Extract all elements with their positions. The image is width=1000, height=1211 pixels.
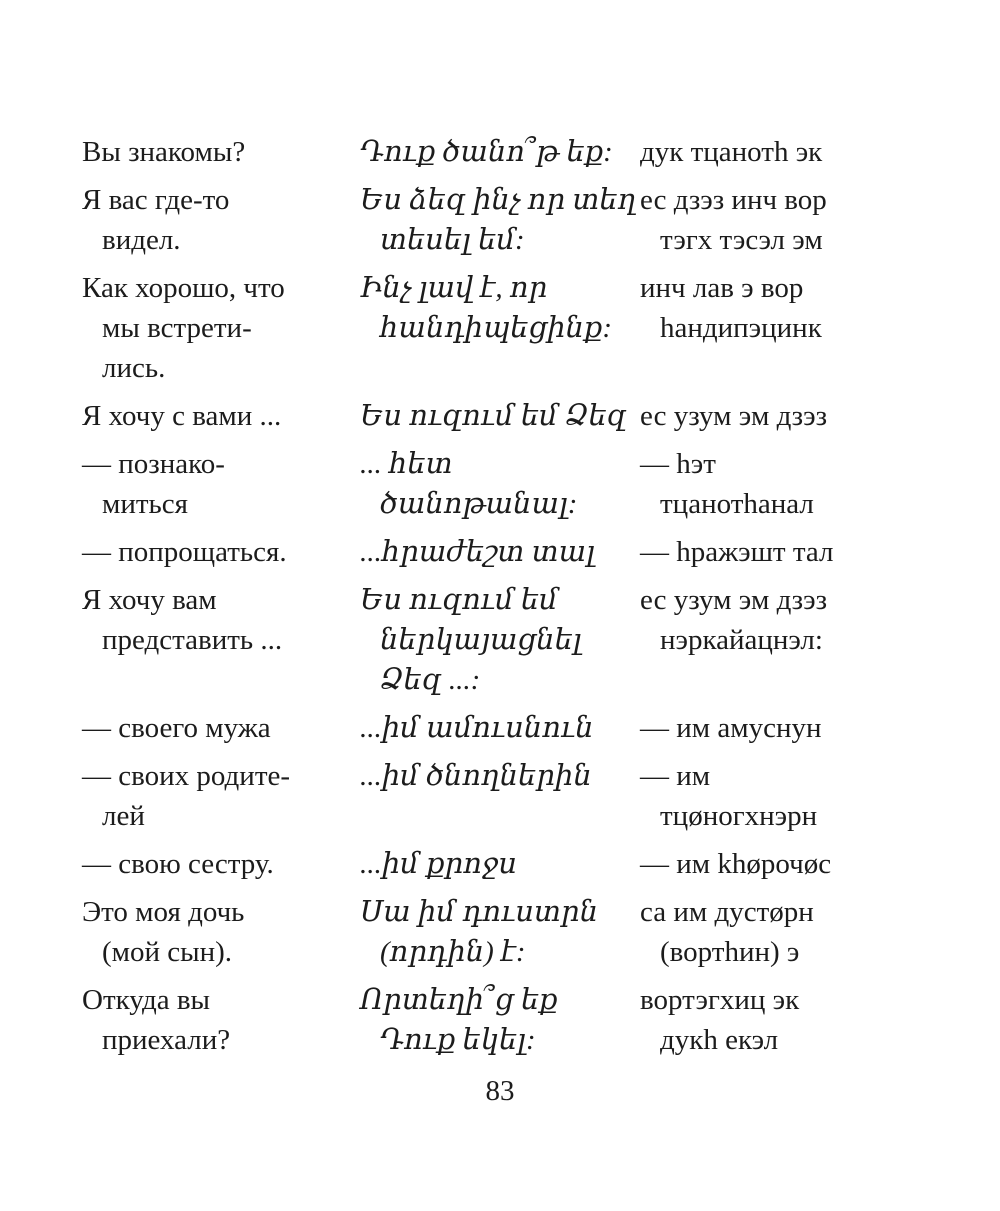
armenian-phrase-line: Սա իմ դուստրն bbox=[360, 896, 599, 928]
russian-phrase-line: Я хочу вам bbox=[82, 584, 217, 616]
transliteration bbox=[640, 756, 882, 836]
transliteration-line: тцанотһанал bbox=[660, 488, 814, 520]
transliteration-line: ес узум эм дзэз bbox=[640, 584, 828, 616]
russian-phrase-line: представить ... bbox=[102, 624, 283, 656]
phrase-entry bbox=[82, 980, 882, 1060]
armenian-phrase-line: ծանոթանալ: bbox=[380, 488, 578, 520]
transliteration-line: инч лав э вор bbox=[640, 272, 804, 304]
armenian-phrase bbox=[360, 268, 640, 388]
armenian-phrase bbox=[360, 756, 640, 836]
russian-phrase-line: — своего мужа bbox=[82, 712, 271, 744]
russian-phrase bbox=[82, 396, 360, 436]
russian-phrase-line: приехали? bbox=[102, 1024, 231, 1056]
armenian-phrase-line: ներկայացնել bbox=[380, 624, 582, 656]
armenian-phrase-line: Ես ուզում եմ Ձեզ bbox=[360, 400, 627, 432]
phrase-entry bbox=[82, 708, 882, 748]
russian-phrase-line: видел. bbox=[102, 224, 181, 256]
transliteration-line: — һражэшт тал bbox=[640, 536, 834, 568]
armenian-phrase-line: (որդին) է: bbox=[380, 936, 526, 968]
russian-phrase-line: Я хочу с вами ... bbox=[82, 400, 282, 432]
armenian-phrase-line: տեսել եմ: bbox=[380, 224, 525, 256]
armenian-phrase-line: ... հետ bbox=[360, 448, 453, 480]
transliteration bbox=[640, 980, 882, 1060]
armenian-phrase-line: Ձեզ ...: bbox=[380, 664, 481, 696]
armenian-phrase bbox=[360, 132, 640, 172]
transliteration bbox=[640, 132, 882, 172]
russian-phrase-line: лись. bbox=[102, 352, 166, 384]
armenian-phrase-line: հանդիպեցինք: bbox=[380, 312, 613, 344]
armenian-phrase bbox=[360, 180, 640, 260]
armenian-phrase-line: Ես ձեզ ինչ որ տեղ bbox=[360, 184, 637, 216]
transliteration-line: са им дустøрн bbox=[640, 896, 814, 928]
armenian-phrase-line: Որտեղի՞ց եք bbox=[360, 984, 558, 1016]
phrase-entry bbox=[82, 532, 882, 572]
russian-phrase-line: миться bbox=[102, 488, 188, 520]
phrase-entry bbox=[82, 580, 882, 700]
armenian-phrase-line: Դուք ծանո՞թ եք: bbox=[360, 136, 613, 168]
phrase-entry bbox=[82, 844, 882, 884]
transliteration-line: вортэгхиц эк bbox=[640, 984, 800, 1016]
armenian-phrase-line: ...իմ քրոջս bbox=[360, 848, 517, 880]
transliteration-line: дукһ екэл bbox=[660, 1024, 779, 1056]
phrase-entry bbox=[82, 444, 882, 524]
armenian-phrase bbox=[360, 844, 640, 884]
armenian-phrase bbox=[360, 580, 640, 700]
russian-phrase bbox=[82, 844, 360, 884]
russian-phrase-line: Откуда вы bbox=[82, 984, 211, 1016]
phrase-entry bbox=[82, 180, 882, 260]
russian-phrase bbox=[82, 532, 360, 572]
russian-phrase-line: Вы знакомы? bbox=[82, 136, 246, 168]
russian-phrase bbox=[82, 268, 360, 388]
armenian-phrase-line: ...իմ ամուսնուն bbox=[360, 712, 594, 744]
russian-phrase bbox=[82, 980, 360, 1060]
armenian-phrase bbox=[360, 980, 640, 1060]
russian-phrase-line: (мой сын). bbox=[102, 936, 233, 968]
transliteration-line: — им kһøрочøс bbox=[640, 848, 832, 880]
russian-phrase-line: — познако- bbox=[82, 448, 225, 480]
transliteration bbox=[640, 180, 882, 260]
armenian-phrase bbox=[360, 396, 640, 436]
armenian-phrase-line: Դուք եկել: bbox=[380, 1024, 536, 1056]
transliteration bbox=[640, 444, 882, 524]
transliteration-line: — им bbox=[640, 760, 711, 792]
russian-phrase bbox=[82, 892, 360, 972]
transliteration bbox=[640, 892, 882, 972]
phrase-entry bbox=[82, 132, 882, 172]
armenian-phrase bbox=[360, 444, 640, 524]
transliteration bbox=[640, 268, 882, 388]
armenian-phrase-line: ...իմ ծնողներին bbox=[360, 760, 592, 792]
russian-phrase-line: — своих родите- bbox=[82, 760, 291, 792]
phrasebook-table bbox=[82, 132, 882, 1068]
transliteration-line: — һэт bbox=[640, 448, 716, 480]
transliteration bbox=[640, 844, 882, 884]
transliteration-line: нэркайацнэл: bbox=[660, 624, 823, 656]
russian-phrase bbox=[82, 132, 360, 172]
armenian-phrase-line: Ես ուզում եմ bbox=[360, 584, 558, 616]
russian-phrase bbox=[82, 180, 360, 260]
russian-phrase-line: Я вас где-то bbox=[82, 184, 230, 216]
russian-phrase-line: Это моя дочь bbox=[82, 896, 245, 928]
armenian-phrase bbox=[360, 532, 640, 572]
transliteration-line: (вортһин) э bbox=[660, 936, 800, 968]
russian-phrase bbox=[82, 708, 360, 748]
armenian-phrase bbox=[360, 708, 640, 748]
transliteration-line: һандипэцинк bbox=[660, 312, 822, 344]
russian-phrase-line: — попрощаться. bbox=[82, 536, 287, 568]
transliteration bbox=[640, 708, 882, 748]
transliteration-line: — им амуснун bbox=[640, 712, 822, 744]
phrase-entry bbox=[82, 892, 882, 972]
armenian-phrase-line: Ինչ լավ է, որ bbox=[360, 272, 548, 304]
transliteration-line: дук тцанотһ эк bbox=[640, 136, 823, 168]
page-number: 83 bbox=[485, 1075, 515, 1107]
russian-phrase bbox=[82, 756, 360, 836]
transliteration-line: тэгх тэсэл эм bbox=[660, 224, 823, 256]
transliteration bbox=[640, 580, 882, 700]
russian-phrase bbox=[82, 444, 360, 524]
russian-phrase-line: Как хорошо, что bbox=[82, 272, 285, 304]
armenian-phrase-line: ...հրաժեշտ տալ bbox=[360, 536, 595, 568]
phrase-entry bbox=[82, 756, 882, 836]
russian-phrase-line: — свою сестру. bbox=[82, 848, 274, 880]
phrase-entry bbox=[82, 268, 882, 388]
phrase-entry bbox=[82, 396, 882, 436]
russian-phrase-line: лей bbox=[102, 800, 145, 832]
armenian-phrase bbox=[360, 892, 640, 972]
russian-phrase-line: мы встрети- bbox=[102, 312, 252, 344]
russian-phrase bbox=[82, 580, 360, 700]
transliteration-line: ес узум эм дзэз bbox=[640, 400, 828, 432]
transliteration-line: ес дзэз инч вор bbox=[640, 184, 827, 216]
transliteration bbox=[640, 532, 882, 572]
transliteration bbox=[640, 396, 882, 436]
transliteration-line: тцøногхнэрн bbox=[660, 800, 818, 832]
